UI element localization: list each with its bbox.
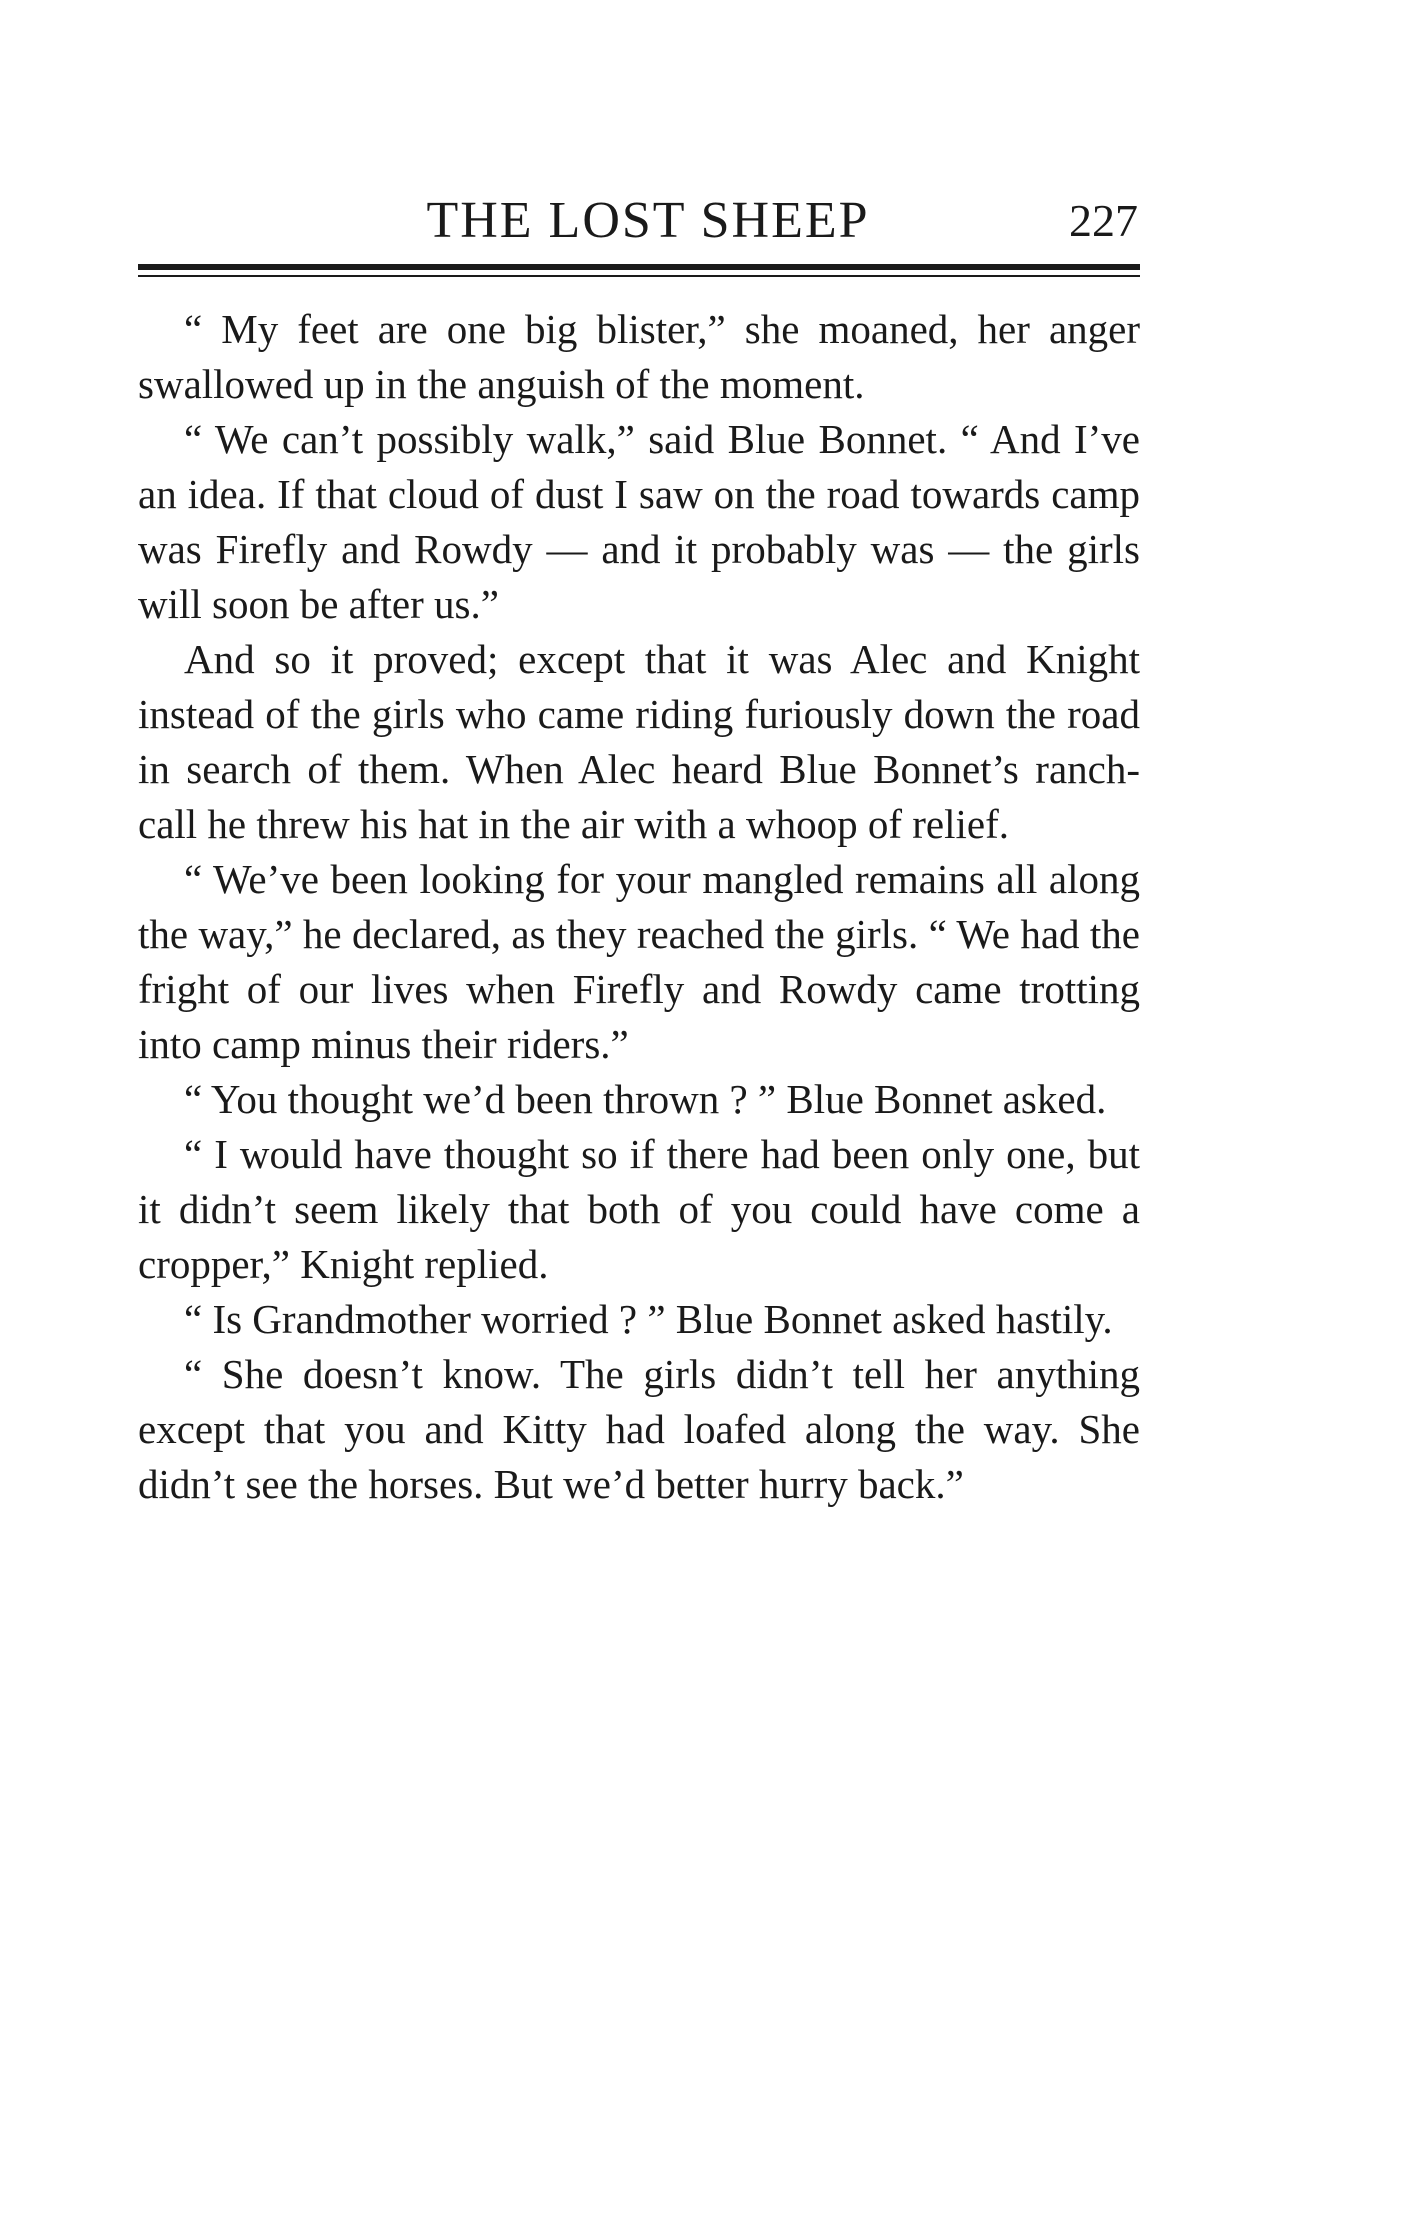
paragraph: “ She doesn’t know. The girls didn’t tell her anything except that you and Kitty had loafed along the way. She didn’t see the horses. But we’d better hurry back.” <box>138 1351 1140 1507</box>
paragraph: “ Is Grandmother worried ? ” Blue Bonnet asked hastily. <box>184 1296 1113 1342</box>
paragraph: “ I would have thought so if there had been only one, but it didn’t seem likely that both of you could have come a cropper,” Knight replied. <box>138 1131 1140 1287</box>
paragraph: “ We can’t possibly walk,” said Blue Bonnet. “ And I’ve an idea. If that cloud of dust I saw on the road towards camp was Firefly and Rowdy — and it probably was — the girls will soon be after us.” <box>138 416 1140 627</box>
running-head <box>138 186 1138 256</box>
page-number: 227 <box>1069 195 1138 246</box>
running-title: THE LOST SHEEP <box>426 192 870 249</box>
paragraph: “ We’ve been looking for your mangled remains all along the way,” he declared, as they reached the girls. “ We had the fright of our lives when Firefly and Rowdy came trotting into camp minus their riders.” <box>138 856 1140 1067</box>
paragraph: “ You thought we’d been thrown ? ” Blue Bonnet asked. <box>184 1076 1107 1122</box>
header-rule-thin <box>138 275 1140 277</box>
paragraph: And so it proved; except that it was Alec and Knight instead of the girls who came riding furiously down the road in search of them. When Alec heard Blue Bonnet’s ranch-call he threw his hat in the air with a whoop of relief. <box>138 636 1140 847</box>
body-text <box>138 302 1140 1512</box>
paragraph: “ My feet are one big blister,” she moaned, her anger swallowed up in the anguish of the moment. <box>138 306 1140 407</box>
header-rule-thick <box>138 264 1140 270</box>
